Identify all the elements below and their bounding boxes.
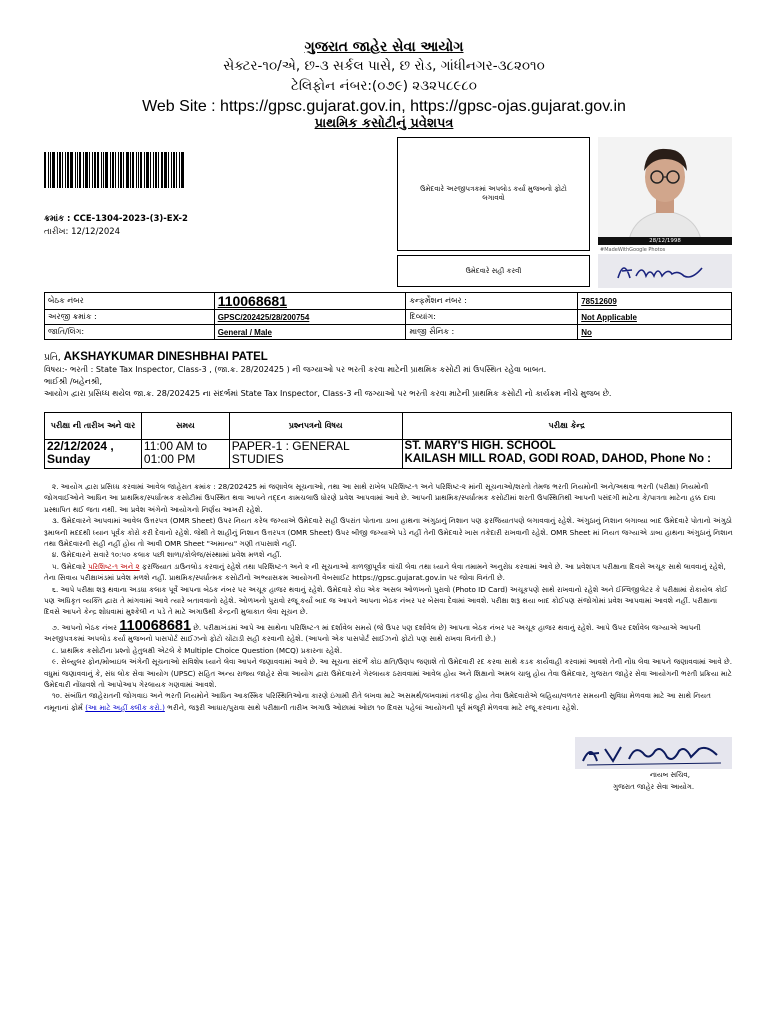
officer-signature-scribble — [575, 737, 732, 769]
instruction-9: ૯. સેલ્યુલર ફોન/મોબાઇલ અંગેની સૂચનાઓ સવિશેષ ધ્યાને લેવા આપને જણાવવામાં આવે છે. આ સૂચના સંદર્ભે કોઇ ક્ષતિ/ઉણપ જણાશે તો ઉમેદવારી રદ કરવા સાથે કડક કાર્યવાહી કરવામાં આવશે તેની નોંધ લેવા આપને જણાવવામાં આવે છે. વધુમાં જણાવવાનું કે, સંઘ લોક સેવા આયોગ (UPSC) સહિત અન્ય રાજ્ય જાહેર સેવા આયોગ દ્વારા ઉમેદવારને ગેરલાયક ઠરાવવામાં આવેલ હોય અને શિક્ષાનો અમલ ચાલુ હોય તેવા ઉમેદવાર, ગુજરાત જાહેર સેવા આયોગની ભરતી પ્રક્રિયા માટે ઉમેદવારી નોંધાવશે તો આપોઆપ ગેરલાયક ગણવામાં આવશે. — [44, 657, 732, 689]
confirmation-label: કન્ફર્મેશન નંબર : — [406, 293, 578, 310]
barcode-bar — [67, 152, 69, 188]
caste-label: જાતિ/લિંગ: — [45, 325, 215, 340]
barcode-bar — [118, 152, 119, 188]
barcode-bar — [155, 152, 157, 188]
table-row — [45, 293, 732, 310]
greeting: ભાઈશ્રી /બહેનશ્રી, — [44, 377, 103, 386]
instruction-5-post: ફરજિયાત ડાઉનલોડ કરવાનું રહેશે તથા પરિશિષ્ટ-૧ અને ૨ ની સૂચનાઓ કાળજીપૂર્વક વાંચી લેવા તથા ધ્યાને લેવા તમામને અનુરોધ કરવામાં આવે છે. આ પ્રવેશપત્ર પરીક્ષાના દિવસે અચૂક સાથે લાવવાનું રહેશે, તેના સિવાય પરીક્ષાખંડમાં પ્રવેશ મળશે નહીં. પ્રાથમિક/સ્પર્ધાત્મક કસોટીનો અભ્યાસક્રમ આયોગની વેબસાઈટ https://gpsc.gujarat.gov.in પર જોવા વિનંતી છે. — [44, 561, 726, 583]
col-subject: પ્રશ્નપત્રનો વિષય — [229, 413, 402, 440]
barcode-bar — [83, 152, 84, 188]
barcode-bar — [89, 152, 90, 188]
barcode-bar — [120, 152, 122, 188]
instruction-2: ૨. આયોગ દ્વારા પ્રસિધ્ધ કરવામાં આવેલ જાહેરાત ક્રમાંક : 28/202425 માં જણાવેલ સૂચનાઓ, તથા આ સાથે રાખેલ પરિશિષ્ટ-૧ અને પરિશિષ્ટ-૨ માંની સૂચનાઓ/શરતો તેમજ ભરતી નિયમોની અને/અથવા ભરતી (પરીક્ષા) નિયમોની જોગવાઈઓને આધિન આ પ્રાથમિક/સ્પર્ધાત્મક કસોટીમાં ઉપસ્થિત થવા આપને તદ્દન કામચલાઉ ધોરણે પ્રવેશ આપવામાં આવે છે. આપની પ્રાથમિક/સ્પર્ધાત્મક કસોટીમાં શરતી ઉપસ્થિતિથી આપની પસંદગી માટેના કે/પાત્રતા માટેના હક્ક દાવા પ્રસ્થાપિત થઈ જતા નથી. આ પ્રવેશ અંગેનો આયોગનો નિર્ણય આખરી રહેશે. — [44, 482, 716, 514]
barcode-bar — [173, 152, 175, 188]
officer-signature — [575, 737, 732, 769]
barcode-bar — [112, 152, 114, 188]
scribe-form-link[interactable]: (આ માટે અહીં ક્લીક કરો.) — [85, 702, 165, 712]
barcode-bar — [158, 152, 159, 188]
disability-value: Not Applicable — [581, 312, 637, 322]
barcode-bar — [168, 152, 169, 188]
barcode-bar — [153, 152, 154, 188]
table-row — [45, 440, 732, 469]
barcode-bar — [146, 152, 149, 188]
instruction-10-pre: ૧૦. સંબંધિત જાહેરાતની જોગવાઇ અને ભરતી નિયમોને આધિન આકસ્મિક પરિસ્થિતિઓના કારણે ઇંગામી રીતે લખવા માટે અસમર્થ/લખવામાં તકલીફ હોય તેવા ઉમેદવારોએ લહિયા/વળતર સમયની સુવિધા મેળવવા માટે આ સાથે નિયત નમૂનાનાં ફોર્મ — [44, 691, 712, 712]
barcode-bar — [57, 152, 58, 188]
instruction-10-post: ભરીને, જરૂરી આધાર/પુરાવા સાથે પરીક્ષાની તારીખ અગાઉ ઓછામાં ઓછા ૧૦ દિવસ પહેલાં આયોગની પૂર્વ મંજૂરી મેળવવા માટે રજૂ કરવાના રહેશે. — [167, 702, 579, 712]
instructions — [44, 481, 734, 713]
center-address: KAILASH MILL ROAD, GODI ROAD, DAHOD, Phone No : — [404, 453, 711, 465]
barcode-bar — [138, 152, 139, 188]
photo-instruction: ઉમેદવારે અરજીપત્રકમાં અપલોડ કર્યા મુજબનો ફોટો લગાવવો — [420, 185, 567, 202]
application-label: અરજી ક્રમાંક : — [45, 310, 215, 325]
instruction-7-pre: ૭. આપનો બેઠક નંબર — [52, 622, 117, 632]
barcode — [44, 152, 186, 188]
org-website: Web Site : https://gpsc.gujarat.gov.in, https://gpsc-ojas.gujarat.gov.in — [142, 98, 626, 115]
col-center: પરીક્ષા કેન્દ્ર — [402, 413, 731, 440]
instruction-7-seat-number: 110068681 — [119, 617, 192, 634]
barcode-bar — [164, 152, 167, 188]
barcode-bar — [140, 152, 142, 188]
barcode-bar — [44, 152, 46, 188]
table-header-row — [45, 413, 732, 440]
barcode-bar — [176, 152, 177, 188]
barcode-bar — [52, 152, 55, 188]
officer-organization: ગુજરાત જાહેર સેવા આયોગ. — [613, 783, 695, 791]
instruction-8: ૮. પ્રાથમિક કસોટીના પ્રશ્નો હેતુલક્ષી એટલે કે Multiple Choice Question (MCQ) પ્રકારના રહેશે. — [52, 645, 343, 655]
exam-subject: PAPER-1 : GENERAL STUDIES — [229, 440, 402, 469]
barcode-bar — [181, 152, 184, 188]
barcode-bar — [105, 152, 108, 188]
barcode-bar — [179, 152, 180, 188]
barcode-bar — [85, 152, 88, 188]
barcode-bar — [144, 152, 145, 188]
barcode-bar — [70, 152, 73, 188]
prati-prefix: પ્રતિ, — [44, 353, 61, 363]
photo-placeholder-box — [397, 137, 590, 251]
barcode-bar — [150, 152, 151, 188]
addressee — [44, 351, 268, 363]
exam-schedule-table — [44, 412, 732, 469]
barcode-bar — [101, 152, 102, 188]
barcode-bar — [94, 152, 96, 188]
candidate-photo — [598, 137, 732, 245]
signature-instruction: ઉમેદવારે સહી કરવી — [465, 266, 522, 275]
barcode-bar — [130, 152, 131, 188]
barcode-bar — [126, 152, 129, 188]
subject-line: વિષય:- ભરતી : State Tax Inspector, Class-3 , (જા.ક્ર. 28/202425 ) ની જગ્યાઓ પર ભરતી કરવા માટેની પ્રાથમિક કસોટી માં ઉપસ્થિત રહેવા બાબત. — [44, 365, 547, 374]
instruction-4: ૪. ઉમેદવારને સવારે ૧૦:૫૦ કલાક પછી શાળા/કોલેજ/સંસ્થામાં પ્રવેશ મળશે નહીં. — [52, 550, 282, 560]
seat-label: બેઠક નંબર — [45, 293, 215, 310]
barcode-bar — [123, 152, 124, 188]
col-time: સમય — [141, 413, 229, 440]
confirmation-number: 78512609 — [581, 296, 617, 306]
instruction-10 — [44, 690, 734, 713]
col-date: પરીક્ષા ની તારીખ અને વાર — [45, 413, 142, 440]
instruction-7-post: છે. પરીક્ષાખંડમાં આપે આ સાથેના પરિશિષ્ટ-૧ માં દર્શાવેલ સમયે (જે ઉપર પણ દર્શાવેલ છે) આપના બેઠક નંબર પર અચૂક હાજર થવાનું રહેશે. આપે ઉપર દર્શાવેલ જગ્યાએ આપની અરજીપત્રકમાં અપલોડ કર્યા મુજબનો પાસપોર્ટ સાઈઝનો ફોટો ચોંટાડી સહી કરવાની રહેશે. (આપનો એક પાસપોર્ટ સાઈઝનો ફોટો પણ સાથે રાખવા વિનંતી છે.) — [44, 622, 701, 644]
center-name: ST. MARY'S HIGH. SCHOOL — [404, 440, 556, 452]
photo-watermark: #MadeWithGoogle Photos — [600, 247, 666, 253]
barcode-bar — [92, 152, 93, 188]
instruction-6: ૬. આપે પરીક્ષા શરૂ થવાના અડધા કલાક પૂર્વે આપના બેઠક નંબર પર અચૂક હાજર થવાનું રહેશે. ઉમેદવારે કોઇ એક અસલ ઓળખનો પુરાવો (Photo ID Card) અચૂકપણે સાથે રાખવાનો રહેશે અને ઈન્વિજીલેટર કે પરીક્ષામાં રોકાયેલ કોઈ પણ અધિકૃત વ્યક્તિ દ્વારા તે માંગવામાં આવે ત્યારે બતાવવાનો રહેશે. ઓળખનો પુરાવો રજૂ કર્યા બાદ જ આપને આપના બેઠક નંબર પર બેસવા દેવામાં આવશે. પરીક્ષા શરૂ થયા બાદ કોઈપણ સંજોગોમાં પ્રવેશ આપવામાં આવશે નહીં. પરીક્ષાના દિવસે આપને કેન્દ્ર શોધવામાં મુશ્કેલી ન પડે તે માટે અગાઉથી કેન્દ્રની મુલાકાત લેવા સૂચન છે. — [44, 584, 728, 617]
barcode-bar — [79, 152, 81, 188]
instruction-3: ૩. ઉમેદવારને આપવામાં આવેલ ઉત્તરપત્ર (OMR Sheet) ઉપર નિયત કરેલ જગ્યાએ ઉમેદવારે સહી ઉપરાંત પોતાના ડાબા હાથના અંગુઠાનું નિશાન પણ ફરજિયાતપણે લગાવવાનું રહેશે. અંગુઠાનું નિશાન લગાવ્યા બાદ ઉમેદવારે પોતાનો અંગુઠો રૂમાલની મદદથી ધ્યાન પૂર્વક કોરો કરી દેવાનો રહેશે. જેથી તે શાહીનું નિશાન ઉત્તરપત્ર (OMR Sheet) ઉપર બીજી જગ્યાએ પડે નહીં તેની ઉમેદવારે ખાસ તકેદારી રાખવાની રહેશે. OMR Sheet માં નિયત જગ્યાએ ડાબા હાથના અંગુઠાનું નિશાન તથા ઉમેદવારની સહી નહીં હોય તો આવી OMR Sheet "અમાન્ય" ગણી તપાસાશે નહીં. — [44, 516, 733, 549]
annexure-link[interactable]: પરિશિષ્ટ-૧ અને ૨ — [88, 561, 140, 571]
table-row — [45, 325, 732, 340]
application-number: GPSC/202425/28/200754 — [217, 312, 310, 322]
exserviceman-value: No — [581, 327, 592, 337]
barcode-bar — [136, 152, 137, 188]
exam-time: 11:00 AM to 01:00 PM — [141, 440, 229, 469]
photo-date-caption: 28/12/1998 — [598, 237, 732, 245]
exam-date: 22/12/2024 , Sunday — [47, 439, 114, 466]
instruction-5-pre: ૫. ઉમેદવારે — [52, 561, 86, 571]
table-row — [45, 310, 732, 325]
instruction-5 — [44, 561, 734, 584]
disability-label: દિવ્યાંગ: — [406, 310, 578, 325]
barcode-bar — [65, 152, 66, 188]
candidate-signature — [598, 254, 732, 288]
barcode-bar — [75, 152, 76, 188]
exserviceman-label: માજી સૈનિક : — [406, 325, 578, 340]
signature-placeholder-box — [397, 255, 590, 287]
candidate-name: AKSHAYKUMAR DINESHBHAI PATEL — [63, 351, 268, 363]
signature-scribble — [598, 254, 732, 288]
barcode-bar — [132, 152, 134, 188]
issue-date: તારીખ: 12/12/2024 — [44, 227, 121, 237]
barcode-bar — [171, 152, 172, 188]
instruction-7 — [44, 617, 734, 645]
barcode-bar — [62, 152, 63, 188]
officer-designation: નાયબ સચિવ, — [650, 771, 690, 779]
barcode-bar — [110, 152, 111, 188]
caste-value: General / Male — [217, 327, 272, 337]
barcode-bar — [77, 152, 78, 188]
barcode-bar — [103, 152, 104, 188]
seat-number: 110068681 — [217, 293, 287, 309]
org-address: સેક્ટર-૧૦/એ, છ-૩ સર્કલ પાસે, છ રોડ, ગાંધીનગર-૩૮૨૦૧૦ — [223, 58, 545, 74]
barcode-bar — [97, 152, 99, 188]
document-title: પ્રાથમિક કસોટીનું પ્રવેશપત્ર — [314, 116, 454, 131]
candidate-info-table — [44, 292, 732, 340]
candidate-photo-image — [598, 137, 732, 245]
barcode-bar — [115, 152, 116, 188]
barcode-bar — [161, 152, 163, 188]
org-phone: ટેલિફોન નંબર:(૦૭૯) ૨૩૨૫૮૯૮૦ — [291, 78, 477, 94]
kramank: ક્રમાંક : CCE-1304-2023-(3)-EX-2 — [44, 214, 188, 224]
barcode-bar — [50, 152, 51, 188]
org-title: ગુજરાત જાહેર સેવા આયોગ — [304, 39, 464, 55]
barcode-bar — [59, 152, 61, 188]
intro-line: આયોગ દ્વારા પ્રસિધ્ધ થયેલ જા.ક્ર. 28/202425 ના સંદર્ભમાં State Tax Inspector, Class-3 ની જગ્યાઓ પર ભરતી કરવા માટેની પ્રાથમિક કસોટી નો કાર્યક્રમ નીચે મુજબ છે. — [44, 389, 612, 398]
barcode-bar — [48, 152, 49, 188]
